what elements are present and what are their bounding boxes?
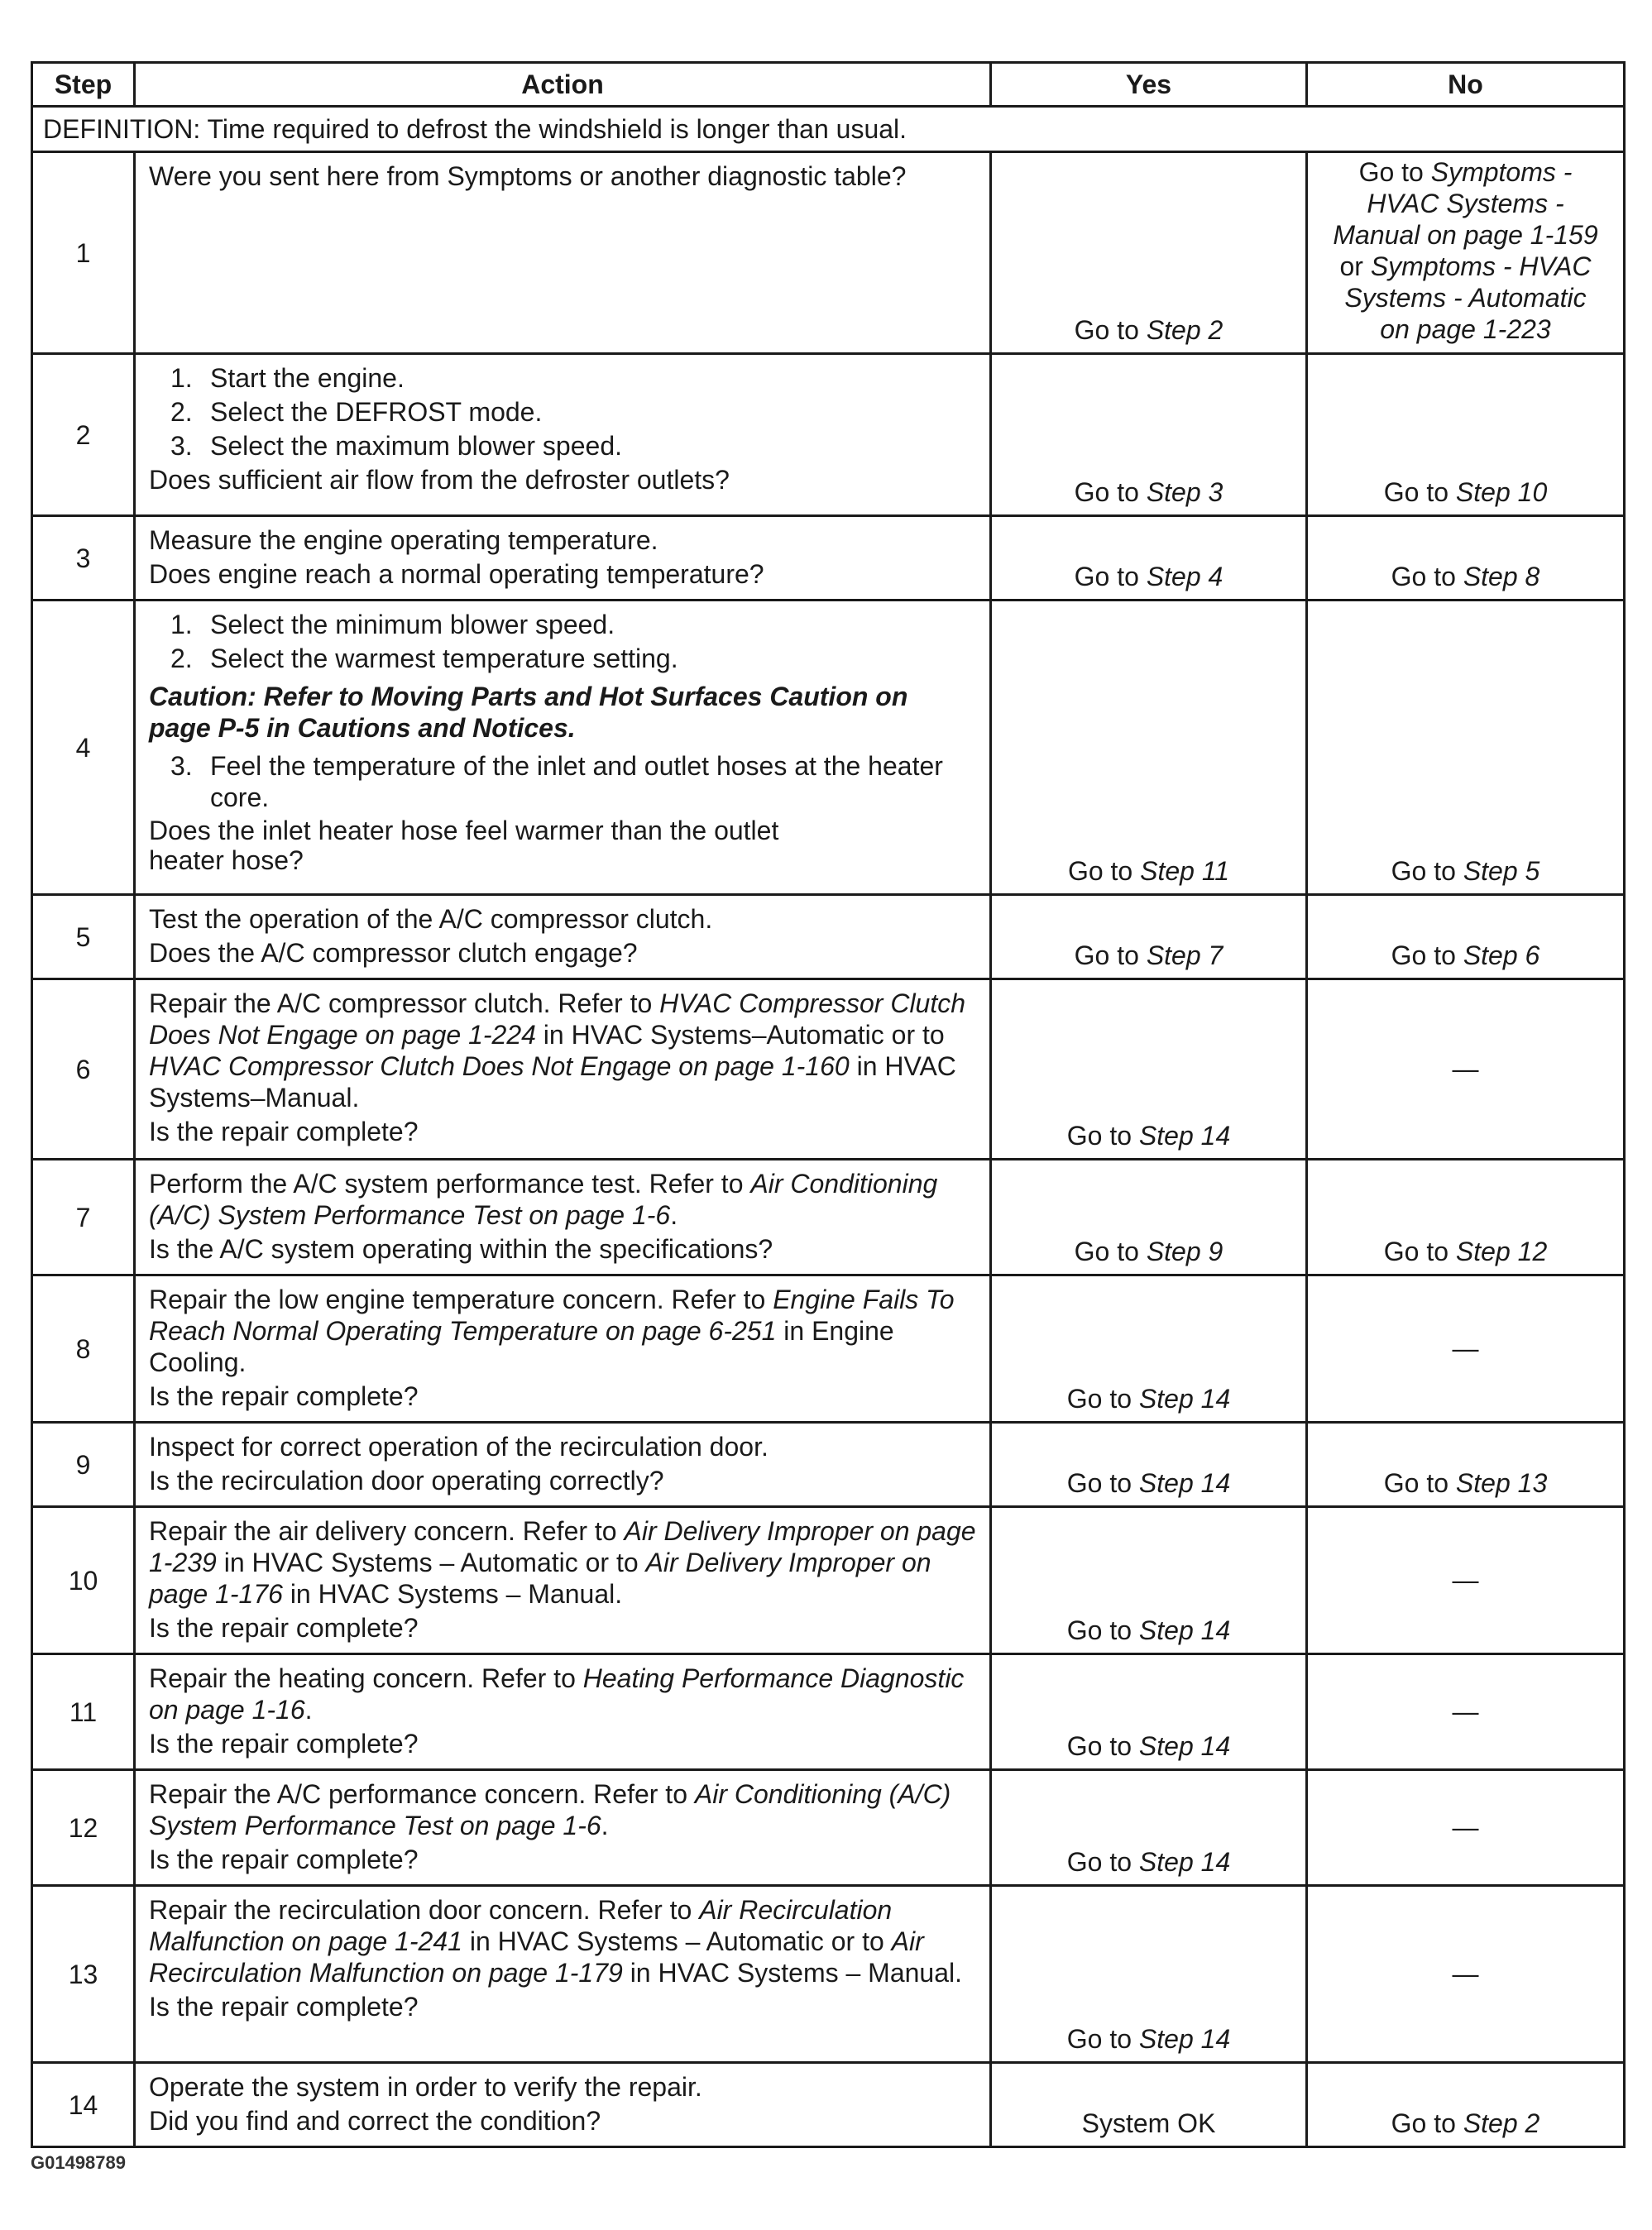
table-row	[32, 1507, 1625, 1654]
yes-cell	[991, 2063, 1307, 2147]
action-cell	[135, 1654, 991, 1770]
diagnostic-table	[31, 61, 1626, 2148]
action-text: Repair the A/C performance concern. Refer to Air Conditioning (A/C) System Performance Test on page 1-6.	[149, 1779, 951, 1840]
no-ref-text: Symptoms - HVAC	[1370, 251, 1592, 281]
go-to-label: Go to	[1066, 2024, 1139, 2054]
no-step-link: Step 2	[1463, 2108, 1540, 2138]
table-row	[32, 1423, 1625, 1507]
no-step-link: Step 13	[1455, 1468, 1548, 1498]
action-text: Perform the A/C system performance test. Refer to Air Conditioning (A/C) System Performance Test on page 1-6.	[149, 1169, 938, 1230]
question-text: Is the repair complete?	[149, 1613, 419, 1643]
table-row	[32, 1886, 1625, 2063]
yes-cell	[991, 354, 1307, 516]
no-step-link: Step 10	[1455, 477, 1548, 507]
no-cell	[1307, 979, 1625, 1160]
no-or-text: or	[1339, 251, 1371, 281]
header-row	[32, 63, 1625, 107]
action-cell	[135, 2063, 991, 2147]
step-number: 14	[32, 2063, 135, 2147]
no-cell	[1307, 895, 1625, 979]
step-number: 1	[32, 152, 135, 354]
question-text: Is the recirculation door operating correctly?	[149, 1466, 664, 1495]
go-to-label: Go to	[1358, 157, 1431, 187]
table-row	[32, 152, 1625, 354]
action-cell	[135, 895, 991, 979]
yes-step-link: Step 14	[1138, 2024, 1231, 2054]
step-number: 13	[32, 1886, 135, 2063]
question-text: Is the repair complete?	[149, 1117, 419, 1146]
no-cell	[1307, 1654, 1625, 1770]
action-cell	[135, 354, 991, 516]
table-row	[32, 601, 1625, 895]
no-ref-text: HVAC Systems -	[1367, 189, 1564, 218]
list-item: 1. Select the minimum blower speed.	[170, 610, 615, 639]
yes-cell	[991, 1886, 1307, 2063]
dash-mark: —	[1452, 1564, 1479, 1595]
no-step-link: Step 8	[1463, 562, 1540, 591]
action-text: Test the operation of the A/C compressor clutch.	[149, 904, 713, 934]
go-to-label: Go to	[1066, 1847, 1139, 1877]
yes-step-link: Step 2	[1146, 315, 1223, 345]
go-to-label: Go to	[1074, 477, 1147, 507]
go-to-label: Go to	[1391, 2108, 1463, 2138]
question-text: Were you sent here from Symptoms or another diagnostic table?	[149, 161, 907, 191]
no-cell	[1307, 1275, 1625, 1423]
table-row	[32, 1654, 1625, 1770]
go-to-label: Go to	[1383, 1237, 1456, 1266]
dash-mark: —	[1452, 1958, 1479, 1988]
yes-step-link: Step 14	[1138, 1731, 1231, 1761]
no-ref-text: Systems - Automatic	[1344, 283, 1587, 313]
action-text: Repair the low engine temperature concern. Refer to Engine Fails To Reach Normal Operating Temperature on page 6-251 in Engine Cooling.	[149, 1285, 955, 1377]
question-text: Is the repair complete?	[149, 1845, 419, 1874]
question-text: Is the A/C system operating within the specifications?	[149, 1234, 773, 1264]
table-row	[32, 979, 1625, 1160]
step-number: 9	[32, 1423, 135, 1507]
go-to-label: Go to	[1383, 477, 1456, 507]
no-ref-text: Manual on page 1-159	[1333, 220, 1598, 250]
step-number: 2	[32, 354, 135, 516]
no-cell	[1307, 1423, 1625, 1507]
header-action: Action	[135, 63, 991, 107]
go-to-label: Go to	[1391, 940, 1463, 970]
no-cell	[1307, 1770, 1625, 1886]
yes-step-link: Step 4	[1146, 562, 1223, 591]
no-cell	[1307, 1886, 1625, 2063]
question-text: Does the inlet heater hose feel warmer than the outlet heater hose?	[149, 816, 779, 875]
no-step-link: Step 5	[1463, 856, 1540, 886]
go-to-label: Go to	[1074, 940, 1147, 970]
action-text: Repair the heating concern. Refer to Heating Performance Diagnostic on page 1-16.	[149, 1663, 965, 1725]
yes-step-link: Step 3	[1146, 477, 1223, 507]
go-to-label: Go to	[1074, 1237, 1147, 1266]
yes-cell	[991, 895, 1307, 979]
yes-step-link: Step 9	[1146, 1237, 1223, 1266]
step-number: 4	[32, 601, 135, 895]
yes-cell	[991, 1423, 1307, 1507]
yes-step-link: Step 14	[1138, 1121, 1231, 1151]
yes-step-link: Step 7	[1146, 940, 1223, 970]
step-number: 12	[32, 1770, 135, 1886]
no-cell	[1307, 1160, 1625, 1275]
go-to-label: Go to	[1074, 562, 1147, 591]
table-row	[32, 1770, 1625, 1886]
no-ref-text: on page 1-223	[1380, 314, 1551, 344]
dash-mark: —	[1452, 1333, 1479, 1363]
question-text: Did you find and correct the condition?	[149, 2106, 601, 2136]
no-cell	[1307, 354, 1625, 516]
yes-cell	[991, 152, 1307, 354]
step-number: 7	[32, 1160, 135, 1275]
go-to-label: Go to	[1066, 1384, 1139, 1414]
go-to-label: Go to	[1074, 315, 1147, 345]
list-item: 2. Select the warmest temperature setting.	[170, 644, 678, 673]
go-to-label: Go to	[1066, 1121, 1139, 1151]
no-step-link: Step 12	[1455, 1237, 1548, 1266]
table-row	[32, 354, 1625, 516]
action-text: Repair the recirculation door concern. Refer to Air Recirculation Malfunction on page 1-241 in HVAC Systems – Automatic or to Air Recirculation Malfunction on page 1-179 in HVAC Systems – Manual.	[149, 1895, 963, 1988]
definition-row	[32, 107, 1625, 152]
action-text: Repair the air delivery concern. Refer to Air Delivery Improper on page 1-239 in HVAC Systems – Automatic or to Air Delivery Improper on page 1-176 in HVAC Systems – Manual.	[149, 1516, 976, 1609]
go-to-label: Go to	[1391, 562, 1463, 591]
action-text: Inspect for correct operation of the recirculation door.	[149, 1432, 769, 1462]
action-cell	[135, 1160, 991, 1275]
yes-result: System OK	[1081, 2108, 1216, 2138]
step-number: 3	[32, 516, 135, 601]
list-item: 3. Feel the temperature of the inlet and outlet hoses at the heater core.	[170, 751, 943, 812]
action-cell	[135, 601, 991, 895]
question-text: Does sufficient air flow from the defroster outlets?	[149, 465, 730, 495]
go-to-label: Go to	[1391, 856, 1463, 886]
go-to-label: Go to	[1383, 1468, 1456, 1498]
go-to-label: Go to	[1066, 1468, 1139, 1498]
action-text: Measure the engine operating temperature.	[149, 525, 658, 555]
question-text: Is the repair complete?	[149, 1992, 419, 2022]
yes-cell	[991, 601, 1307, 895]
step-number: 11	[32, 1654, 135, 1770]
yes-cell	[991, 1275, 1307, 1423]
no-cell	[1307, 516, 1625, 601]
action-cell	[135, 1507, 991, 1654]
table-row	[32, 1275, 1625, 1423]
table-row	[32, 1160, 1625, 1275]
table-row	[32, 895, 1625, 979]
header-no: No	[1307, 63, 1625, 107]
caution-text: Caution: Refer to Moving Parts and Hot Surfaces Caution on page P-5 in Cautions and Notices.	[149, 682, 908, 743]
go-to-label: Go to	[1066, 1731, 1139, 1761]
yes-cell	[991, 1654, 1307, 1770]
no-cell	[1307, 1507, 1625, 1654]
table-row	[32, 516, 1625, 601]
yes-step-link: Step 11	[1140, 856, 1230, 886]
list-item: 1. Start the engine.	[170, 363, 405, 393]
no-cell	[1307, 152, 1625, 354]
action-cell	[135, 152, 991, 354]
go-to-label: Go to	[1066, 1615, 1139, 1645]
yes-cell	[991, 1770, 1307, 1886]
question-text: Is the repair complete?	[149, 1729, 419, 1759]
table-row	[32, 2063, 1625, 2147]
action-cell	[135, 1770, 991, 1886]
dash-mark: —	[1452, 1811, 1479, 1842]
list-item: 3. Select the maximum blower speed.	[170, 431, 622, 461]
go-to-label: Go to	[1067, 856, 1141, 886]
question-text: Is the repair complete?	[149, 1381, 419, 1411]
yes-cell	[991, 516, 1307, 601]
yes-step-link: Step 14	[1138, 1615, 1231, 1645]
no-cell	[1307, 2063, 1625, 2147]
yes-step-link: Step 14	[1138, 1847, 1231, 1877]
no-step-link: Step 6	[1463, 940, 1540, 970]
list-item: 2. Select the DEFROST mode.	[170, 397, 543, 427]
yes-cell	[991, 1160, 1307, 1275]
action-cell	[135, 1886, 991, 2063]
yes-cell	[991, 979, 1307, 1160]
action-cell	[135, 979, 991, 1160]
header-step: Step	[32, 63, 135, 107]
header-yes: Yes	[991, 63, 1307, 107]
definition-text: DEFINITION: Time required to defrost the windshield is longer than usual.	[32, 107, 1625, 152]
step-number: 10	[32, 1507, 135, 1654]
question-text: Does the A/C compressor clutch engage?	[149, 938, 638, 968]
action-cell	[135, 516, 991, 601]
question-text: Does engine reach a normal operating temperature?	[149, 559, 764, 589]
action-text: Operate the system in order to verify the repair.	[149, 2072, 702, 2102]
step-number: 6	[32, 979, 135, 1160]
step-number: 5	[32, 895, 135, 979]
action-cell	[135, 1275, 991, 1423]
step-number: 8	[32, 1275, 135, 1423]
dash-mark: —	[1452, 1696, 1479, 1726]
yes-cell	[991, 1507, 1307, 1654]
no-cell	[1307, 601, 1625, 895]
yes-step-link: Step 14	[1138, 1384, 1231, 1414]
action-cell	[135, 1423, 991, 1507]
dash-mark: —	[1452, 1053, 1479, 1084]
yes-step-link: Step 14	[1138, 1468, 1231, 1498]
figure-id-label: G01498789	[31, 2152, 126, 2173]
action-text: Repair the A/C compressor clutch. Refer to HVAC Compressor Clutch Does Not Engage on page 1-224 in HVAC Systems–Automatic or to HVAC Compressor Clutch Does Not Engage on page 1-160 in HVAC Systems–Manual.	[149, 988, 966, 1113]
no-ref-text: Symptoms -	[1430, 157, 1573, 187]
